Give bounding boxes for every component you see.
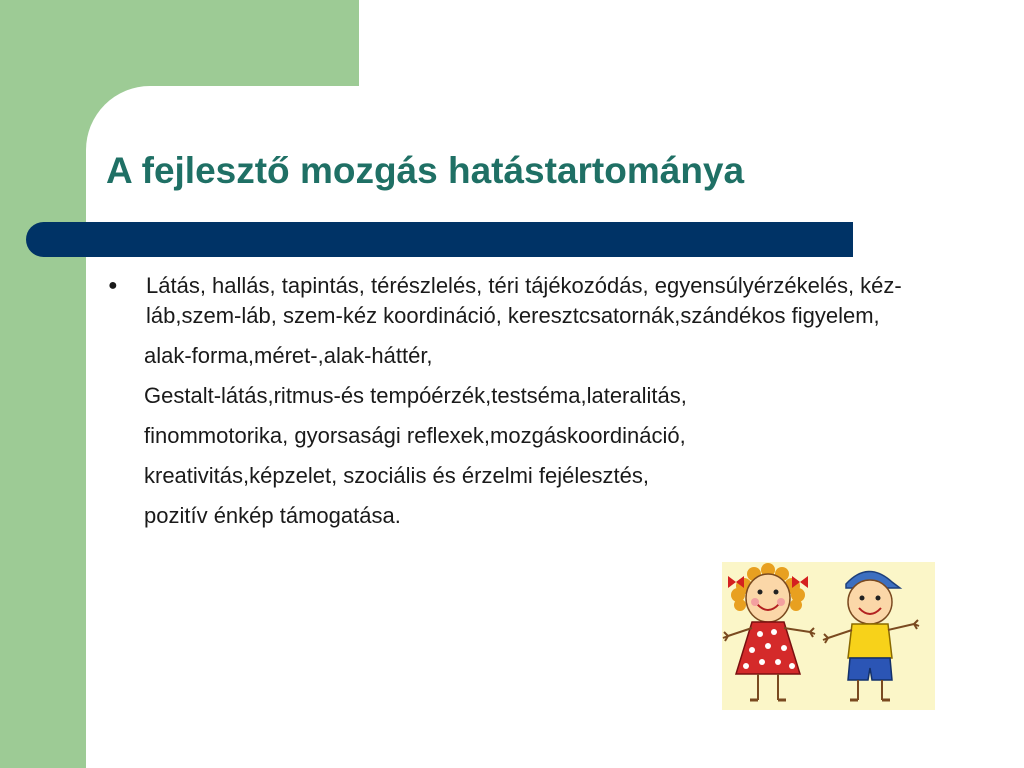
- continuation-line: pozitív énkép támogatása.: [144, 503, 401, 528]
- bullet-text: Látás, hallás, tapintás, térészlelés, téri tájékozódás, egyensúlyérzékelés, kéz-láb,szem-láb, szem-kéz koordináció, keresztcsatornák,szándékos figyelem,: [146, 273, 902, 328]
- continuation-line: finommotorika, gyorsasági reflexek,mozgáskoordináció,: [144, 423, 686, 448]
- children-illustration: [722, 562, 935, 710]
- top-green-band: [86, 0, 359, 86]
- bullet-icon: ●: [108, 277, 118, 294]
- girl-figure: [723, 563, 815, 700]
- slide-title: A fejlesztő mozgás hatástartománya: [106, 150, 745, 191]
- bullet-item: [106, 271, 956, 331]
- slide-body: [106, 271, 956, 531]
- title-underline-bar: [26, 222, 853, 257]
- continuation-line: kreativitás,képzelet, szociális és érzelmi fejélesztés,: [144, 463, 649, 488]
- two-children-drawing-icon: [722, 562, 935, 710]
- continuation-line: alak-forma,méret-,alak-háttér,: [144, 343, 433, 368]
- left-green-band: [0, 0, 86, 768]
- continuation-line: Gestalt-látás,ritmus-és tempóérzék,testséma,lateralitás,: [144, 383, 687, 408]
- boy-figure: [823, 571, 919, 700]
